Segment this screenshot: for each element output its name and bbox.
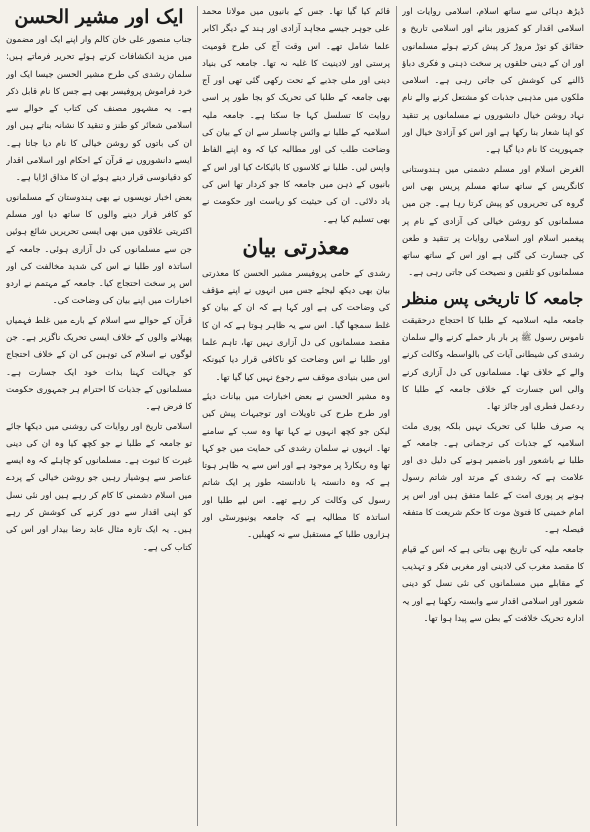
article-paragraph: جامعہ ملیہ اسلامیہ کے طلبا کا احتجاج درحقیقت ناموس رسول ﷺ پر بار بار حملے کرنے والے سلمان رشدی کی شیطانی آیات کی بالواسطہ وکالت کرنے والے کے خلاف تھا۔ مسلمانوں کی دل آزاری کرنے والی اس جسارت کے خلاف جامعہ کے طلبا کا ردعمل فطری اور جائز تھا۔ xyxy=(402,315,584,413)
right-column xyxy=(402,4,584,828)
article-paragraph: قائم کیا گیا تھا۔ جس کے بانیوں میں مولانا محمد علی جوہر جیسے مجاہد آزادی اور ہند کے دیگر اکابر علما شامل تھے۔ اس وقت آج کی طرح قومیت پرستی اور لادینیت کا غلبہ نہ تھا۔ جامعہ کی بنیاد دینی اور ملی جذبے کے تحت رکھی گئی تھی اور آج بھی جامعہ کے طلبا کی تحریک کو بجا طور پر اسی روایت کا تسلسل کہا جا سکتا ہے۔ جامعہ ملیہ اسلامیہ کے طلبا نے وائس چانسلر سے ان کے بیان کی وضاحت طلب کی اور مطالبہ کیا کہ وہ اپنے الفاظ واپس لیں۔ طلبا نے کلاسوں کا بائیکاٹ کیا اور اس کے بانیوں کے ذہن میں جامعہ کا جو کردار تھا اس کی یاد دلائی۔ ان کی حیثیت کو ریاست اور حکومت نے بھی تسلیم کیا ہے۔ xyxy=(202,7,390,225)
article-paragraph: جناب منصور علی خان کالم وار اپنے ایک اور مضمون میں مزید انکشافات کرتے ہوئے تحریر فرماتے ہیں: سلمان رشدی کی طرح مشیر الحسن جیسا ایک اور خرد فراموش پروفیسر بھی ہے جس کا نام قابل ذکر ہے۔ یہ مشہور مصنف کی کتاب کے حوالے سے اسلامی شعائر کو طنز و تنقید کا نشانہ بناتے ہیں اور ان کی باتوں کو روشن خیالی کا نام دیا جاتا ہے۔ ایسے دانشوروں نے قرآن کے احکام اور اسلامی اقدار کو دقیانوسی قرار دیتے ہوئے ان کا مذاق اڑایا ہے۔ xyxy=(6,35,192,184)
section-heading-another-mushirul-hasan: ایک اور مشیر الحسن xyxy=(14,6,184,28)
article-paragraph: ڈیڑھ دہائی سے ساتھ اسلام، اسلامی روایات اور اسلامی اقدار کو کمزور بنانے اور اسلامی تاریخ و حقائق کو توڑ مروڑ کر پیش کرتے ہوئے مسلمانوں اور ان کے دینی حلقوں پر سخت ذہنی و فکری دباؤ ڈالنے کی کوشش کی جاتی رہی ہے۔ اسلامی ملکوں میں مذہبی جذبات کو مشتعل کرنے والے نام نہاد روشن خیال دانشوروں نے مسلمانوں پر تنقید کو اپنا شعار بنا رکھا ہے اور اس کو آزادئ خیال اور جمہوریت کا نام دیا گیا ہے۔ xyxy=(402,7,584,156)
article-paragraph: یہ صرف طلبا کی تحریک نہیں بلکہ پوری ملت اسلامیہ کے جذبات کی ترجمانی ہے۔ جامعہ کے طلبا نے باشعور اور باضمیر ہونے کی دلیل دی اور علامت ہے کہ رشدی کے مرتد اور شاتم رسول ہونے پر پوری امت کے علما متفق ہیں اور اس پر امام خمینی کا فتویٰ موت کا حکم شریعت کا متفقہ فیصلہ ہے۔ xyxy=(402,421,584,536)
article-paragraph: جامعہ ملیہ کی تاریخ بھی بتاتی ہے کہ اس کے قیام کا مقصد مغرب کی لادینی اور مغربی فکر و تہذیب کے مقابلے میں مسلمانوں کی نئی نسل کو دینی شعور اور اسلامی اقدار سے وابستہ رکھنا ہے اور یہ ادارہ تحریک خلافت کے بطن سے پیدا ہوا تھا۔ xyxy=(402,544,584,624)
section-heading-jamia-background: جامعہ کا تاریخی پس منظر xyxy=(402,288,584,308)
column-divider xyxy=(197,6,198,826)
column-divider xyxy=(396,6,397,826)
section-heading-apology-statement: معذرتی بیان xyxy=(242,233,350,259)
article-paragraph: بعض اخبار نویسوں نے بھی ہندوستان کے مسلمانوں کو کافر قرار دینے والوں کا ساتھ دیا اور مسلم اکثریتی علاقوں میں بھی ایسی تحریریں شائع ہوئیں جن سے مسلمانوں کی دل آزاری ہوئی۔ جامعہ کے اساتذہ اور طلبا نے اس کی شدید مخالفت کی اور اس پر سخت احتجاج کیا۔ جامعہ کے مہتمم نے اردو اخبارات میں اپنے بیان کی وضاحت کی۔ xyxy=(6,192,192,307)
article-paragraph: قرآن کے حوالے سے اسلام کے بارے میں غلط فہمیاں پھیلانے والوں کے خلاف ایسی تحریک ناگزیر ہے۔ جن لوگوں نے اسلام کی توہین کی ان کے خلاف احتجاج کو جہالت کہنا بذات خود ایک جسارت ہے۔ مسلمانوں کے جذبات کا احترام ہر جمہوری حکومت کا فرض ہے۔ xyxy=(6,315,192,413)
article-paragraph: الغرض اسلام اور مسلم دشمنی میں ہندوستانی کانگریس کے ساتھ ساتھ مسلم پریس بھی اس گروہ کی تحریروں کو پیش کرتا رہا ہے۔ جن میں مسلمانوں کو روشن خیالی کی آزادی کے نام پر پیغمبر اسلام اور اسلامی روایات پر تنقید و طعن کی جسارت کی گئی ہے اور اس کے ساتھ ساتھ مسلمانوں کو تلقین و نصیحت کی جاتی رہی ہے۔ xyxy=(402,164,584,279)
left-column xyxy=(6,4,192,828)
article-paragraph: اسلامی تاریخ اور روایات کی روشنی میں دیکھا جائے تو جامعہ کے طلبا نے جو کچھ کیا وہ ان کی دینی غیرت کا ثبوت ہے۔ مسلمانوں کو چاہئے کہ وہ ایسے عناصر سے ہوشیار رہیں جو روشن خیالی کے پردے میں اسلام دشمنی کا کام کر رہے ہیں اور نئی نسل کو اپنی اقدار سے دور کرنے کی کوشش کر رہے ہیں۔ یہ ایک تازہ مثال عابد رضا بیدار اور اس کی کتاب کی ہے۔ xyxy=(6,421,192,553)
article-paragraph: رشدی کے حامی پروفیسر مشیر الحسن کا معذرتی بیان بھی دیکھ لیجئے جس میں انہوں نے اپنے مؤقف کی وضاحت کی ہے اور کہا ہے کہ ان کے بیان کو غلط سمجھا گیا۔ اس سے یہ ظاہر ہوتا ہے کہ ان کا مقصد مسلمانوں کی دل آزاری نہیں تھا، تاہم علما اور طلبا نے اس وضاحت کو ناکافی قرار دیا کیونکہ اس میں بنیادی موقف سے رجوع نہیں کیا گیا تھا۔ xyxy=(202,268,390,383)
article-paragraph: وہ مشیر الحسن نے بعض اخبارات میں بیانات دیئے اور طرح طرح کی تاویلات اور توجیہات پیش کیں لیکن جو کچھ انہوں نے کہا تھا وہ سب کے سامنے تھا۔ انہوں نے سلمان رشدی کی حمایت میں جو کہا تھا وہ ریکارڈ پر موجود ہے اور اس سے یہ ظاہر ہوتا ہے کہ وہ دانستہ یا نادانستہ طور پر ایک شاتم رسول کی وکالت کر رہے تھے۔ اس لیے طلبا اور اساتذہ کا مطالبہ ہے کہ جامعہ یونیورسٹی اور ہزاروں طلبا کے مستقبل سے نہ کھیلیں۔ xyxy=(202,391,390,541)
middle-column xyxy=(202,4,390,828)
